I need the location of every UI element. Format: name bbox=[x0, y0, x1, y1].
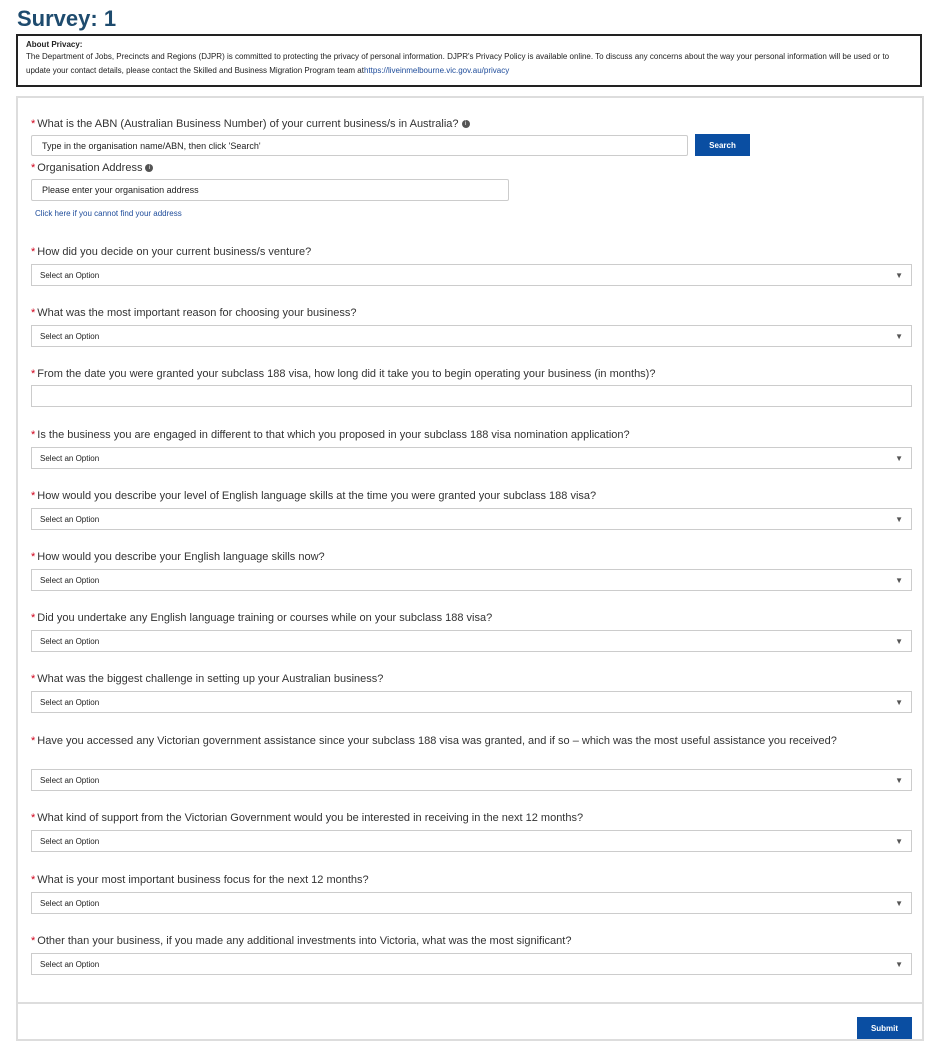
question-text: What was the biggest challenge in setting up your Australian business? bbox=[37, 673, 384, 685]
required-marker: * bbox=[31, 935, 36, 947]
page-title: Survey: 1 bbox=[17, 6, 117, 31]
abn-input[interactable]: Type in the organisation name/ABN, then click 'Search' bbox=[31, 135, 688, 156]
option-select[interactable] bbox=[31, 769, 912, 791]
required-marker: * bbox=[31, 673, 36, 685]
required-marker: * bbox=[31, 812, 36, 824]
question-text: How would you describe your level of English language skills at the time you were granted your subclass 188 visa? bbox=[37, 490, 597, 502]
privacy-notice bbox=[16, 34, 922, 87]
info-icon[interactable]: i bbox=[145, 164, 153, 172]
option-select[interactable] bbox=[31, 953, 912, 975]
chevron-down-icon: ▼ bbox=[895, 514, 903, 524]
option-select[interactable] bbox=[31, 830, 912, 852]
info-icon[interactable]: i bbox=[462, 120, 470, 128]
question-text: What kind of support from the Victorian Government would you be interested in receiving in the next 12 months? bbox=[37, 812, 584, 824]
chevron-down-icon: ▼ bbox=[895, 636, 903, 646]
option-select[interactable] bbox=[31, 325, 912, 347]
question-text: What is your most important business focus for the next 12 months? bbox=[37, 874, 369, 886]
required-marker: * bbox=[31, 551, 36, 563]
question-label bbox=[31, 732, 901, 750]
select-value: Select an Option bbox=[40, 636, 100, 646]
question-label bbox=[31, 365, 901, 383]
required-marker: * bbox=[31, 612, 36, 624]
question-label bbox=[31, 809, 901, 827]
select-value: Select an Option bbox=[40, 331, 100, 341]
question-label bbox=[31, 487, 901, 505]
required-marker: * bbox=[31, 246, 36, 258]
select-value: Select an Option bbox=[40, 453, 100, 463]
select-value: Select an Option bbox=[40, 575, 100, 585]
submit-button[interactable]: Submit bbox=[857, 1017, 912, 1039]
question-label bbox=[31, 932, 901, 950]
question-text: Is the business you are engaged in different to that which you proposed in your subclass 188 visa nomination application? bbox=[37, 429, 630, 441]
required-marker: * bbox=[31, 490, 36, 502]
chevron-down-icon: ▼ bbox=[895, 270, 903, 280]
question-label bbox=[31, 548, 901, 566]
select-value: Select an Option bbox=[40, 270, 100, 280]
select-value: Select an Option bbox=[40, 514, 100, 524]
privacy-text: The Department of Jobs, Precincts and Regions (DJPR) is committed to protecting the privacy of personal information. DJPR's Privacy Policy is available online. To discuss any concerns about the way your personal information will be used or to update your contact details, please contact the Skilled and Business Migration Program team at bbox=[26, 52, 890, 75]
select-value: Select an Option bbox=[40, 898, 100, 908]
select-value: Select an Option bbox=[40, 959, 100, 969]
question-label bbox=[31, 609, 901, 627]
required-marker: * bbox=[31, 368, 36, 380]
required-marker: * bbox=[31, 735, 36, 747]
question-text: How would you describe your English language skills now? bbox=[37, 551, 325, 563]
question-label bbox=[31, 243, 901, 261]
privacy-link[interactable]: https://liveinmelbourne.vic.gov.au/privacy bbox=[363, 66, 510, 75]
question-text: What was the most important reason for choosing your business? bbox=[37, 307, 357, 319]
form-footer bbox=[16, 1003, 924, 1041]
chevron-down-icon: ▼ bbox=[895, 775, 903, 785]
months-input[interactable] bbox=[31, 385, 912, 407]
option-select[interactable] bbox=[31, 691, 912, 713]
question-label bbox=[31, 426, 901, 444]
address-label: Organisation Address bbox=[37, 162, 143, 174]
question-text: Other than your business, if you made any additional investments into Victoria, what was the most significant? bbox=[37, 935, 572, 947]
select-value: Select an Option bbox=[40, 836, 100, 846]
chevron-down-icon: ▼ bbox=[895, 836, 903, 846]
option-select[interactable] bbox=[31, 447, 912, 469]
chevron-down-icon: ▼ bbox=[895, 575, 903, 585]
question-text: Did you undertake any English language training or courses while on your subclass 188 visa? bbox=[37, 612, 493, 624]
chevron-down-icon: ▼ bbox=[895, 697, 903, 707]
question-text: From the date you were granted your subclass 188 visa, how long did it take you to begin operating your business (in months)? bbox=[37, 368, 656, 380]
question-label bbox=[31, 670, 901, 688]
select-value: Select an Option bbox=[40, 697, 100, 707]
question-label bbox=[31, 304, 901, 322]
abn-label: What is the ABN (Australian Business Number) of your current business/s in Australia? bbox=[37, 118, 459, 130]
question-text: How did you decide on your current business/s venture? bbox=[37, 246, 312, 258]
question-text: Have you accessed any Victorian government assistance since your subclass 188 visa was granted, and if so – which was the most useful assistance you received? bbox=[37, 735, 837, 747]
question-label bbox=[31, 871, 901, 889]
option-select[interactable] bbox=[31, 892, 912, 914]
address-input[interactable]: Please enter your organisation address bbox=[31, 179, 509, 201]
chevron-down-icon: ▼ bbox=[895, 959, 903, 969]
option-select[interactable] bbox=[31, 569, 912, 591]
chevron-down-icon: ▼ bbox=[895, 898, 903, 908]
chevron-down-icon: ▼ bbox=[895, 453, 903, 463]
select-value: Select an Option bbox=[40, 775, 100, 785]
search-button[interactable]: Search bbox=[695, 134, 750, 156]
option-select[interactable] bbox=[31, 264, 912, 286]
cannot-find-address-link[interactable]: Click here if you cannot find your address bbox=[35, 209, 182, 218]
required-marker: * bbox=[31, 874, 36, 886]
required-marker: * bbox=[31, 429, 36, 441]
chevron-down-icon: ▼ bbox=[895, 331, 903, 341]
option-select[interactable] bbox=[31, 630, 912, 652]
option-select[interactable] bbox=[31, 508, 912, 530]
privacy-heading: About Privacy: bbox=[26, 40, 83, 49]
required-marker: * bbox=[31, 307, 36, 319]
